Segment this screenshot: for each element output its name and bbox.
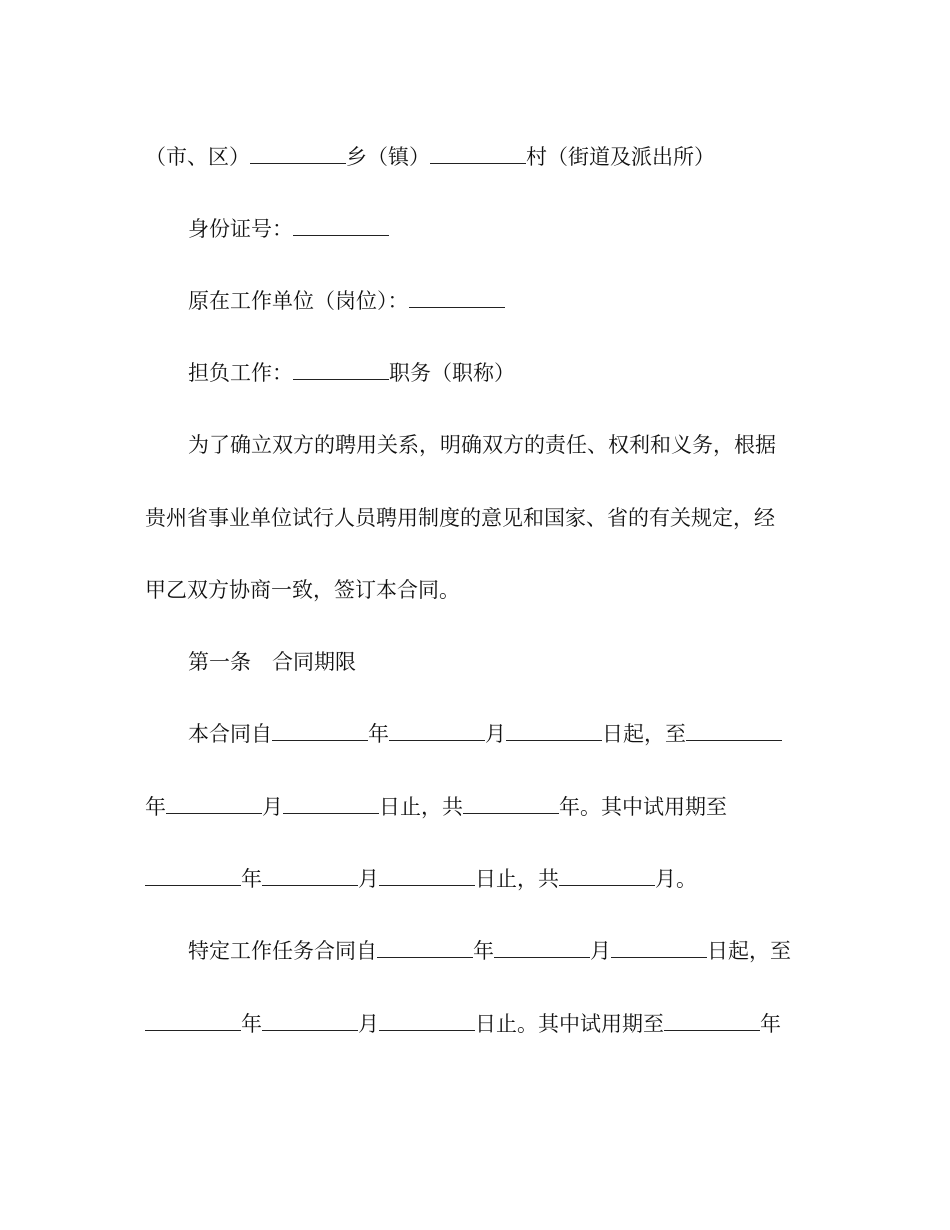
specific-task-line	[145, 1012, 781, 1036]
blank-field	[686, 722, 782, 741]
text-segment: 年	[241, 867, 262, 891]
text-segment: 日起，至	[602, 722, 686, 746]
text-segment: 月	[358, 1012, 379, 1036]
text-segment: 乡（镇）	[346, 145, 430, 169]
previous-employer-line	[188, 289, 505, 313]
text-segment: 年	[760, 1012, 781, 1036]
probation-line	[145, 867, 697, 891]
text-segment: 甲乙双方协商一致，签订本合同。	[145, 578, 460, 602]
text-segment: 年。其中试用期至	[559, 795, 727, 819]
blank-field	[379, 867, 475, 886]
text-segment: 年	[241, 1012, 262, 1036]
text-segment: 特定工作任务合同自	[188, 939, 377, 963]
blank-field	[463, 795, 559, 814]
blank-field	[272, 722, 368, 741]
blank-field	[377, 939, 473, 958]
blank-field	[506, 722, 602, 741]
blank-field	[494, 939, 590, 958]
paragraph-line	[145, 506, 775, 530]
text-segment: （市、区）	[145, 145, 250, 169]
text-segment: 原在工作单位（岗位）：	[188, 289, 409, 313]
text-segment: 担负工作：	[188, 361, 293, 385]
contract-term-line	[145, 795, 727, 819]
id-number-line	[188, 217, 389, 241]
text-segment: 为了确立双方的聘用关系，明确双方的责任、权利和义务，根据	[188, 433, 776, 457]
text-segment: 月	[485, 722, 506, 746]
text-segment: 职务（职称）	[389, 361, 515, 385]
text-segment: 村（街道及派出所）	[526, 145, 715, 169]
contract-term-line	[188, 722, 782, 746]
text-segment: 本合同自	[188, 722, 272, 746]
section-heading	[188, 650, 356, 674]
job-duty-line	[188, 361, 515, 385]
text-segment: 年	[473, 939, 494, 963]
text-segment: 年	[368, 722, 389, 746]
blank-field	[283, 795, 379, 814]
text-segment: 贵州省事业单位试行人员聘用制度的意见和国家、省的有关规定，经	[145, 506, 775, 530]
text-segment: 月	[358, 867, 379, 891]
blank-field	[262, 1012, 358, 1031]
blank-field	[293, 217, 389, 236]
text-segment: 月。	[655, 867, 697, 891]
paragraph-line	[188, 433, 776, 457]
blank-field	[430, 145, 526, 164]
blank-field	[145, 867, 241, 886]
text-segment: 月	[262, 795, 283, 819]
address-line	[145, 145, 715, 169]
text-segment: 第一条 合同期限	[188, 650, 356, 674]
blank-field	[409, 289, 505, 308]
blank-field	[262, 867, 358, 886]
blank-field	[166, 795, 262, 814]
blank-field	[293, 361, 389, 380]
blank-field	[145, 1012, 241, 1031]
text-segment: 身份证号：	[188, 217, 293, 241]
specific-task-line	[188, 939, 791, 963]
text-segment: 日止，共	[475, 867, 559, 891]
blank-field	[559, 867, 655, 886]
text-segment: 月	[590, 939, 611, 963]
blank-field	[664, 1012, 760, 1031]
text-segment: 日起，至	[707, 939, 791, 963]
text-segment: 年	[145, 795, 166, 819]
blank-field	[611, 939, 707, 958]
blank-field	[379, 1012, 475, 1031]
text-segment: 日止，共	[379, 795, 463, 819]
blank-field	[250, 145, 346, 164]
text-segment: 日止。其中试用期至	[475, 1012, 664, 1036]
paragraph-line	[145, 578, 460, 602]
blank-field	[389, 722, 485, 741]
